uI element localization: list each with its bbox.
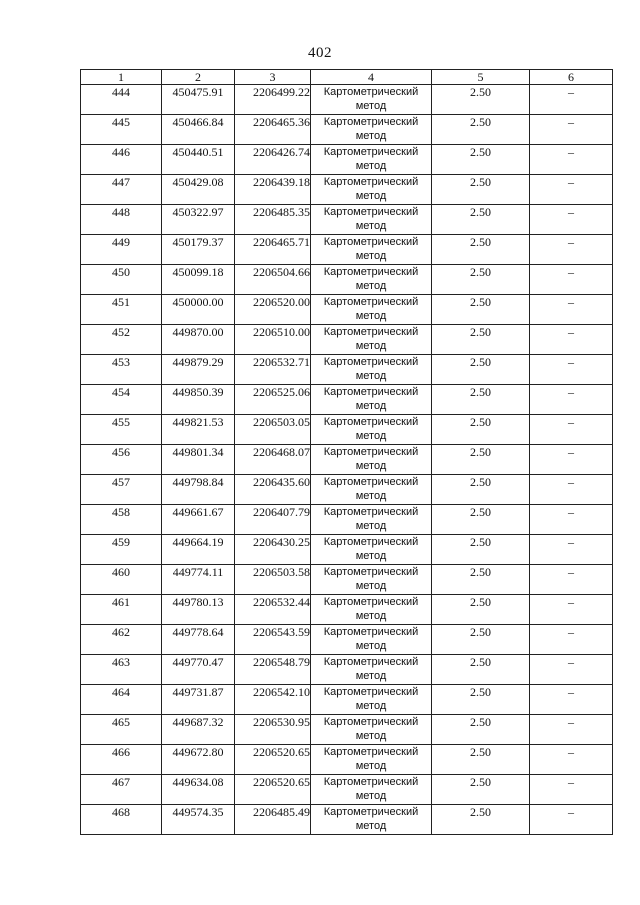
note-cell: – xyxy=(530,205,613,235)
note-cell: – xyxy=(530,715,613,745)
note-cell: – xyxy=(530,745,613,775)
point-number: 449 xyxy=(81,235,162,265)
table-body xyxy=(81,85,613,835)
coordinate-y: 2206520.65 xyxy=(235,775,311,805)
coordinate-y: 2206435.60 xyxy=(235,475,311,505)
note-cell: – xyxy=(530,115,613,145)
error-cell: 2.50 xyxy=(432,265,530,295)
coordinate-y: 2206520.00 xyxy=(235,295,311,325)
point-number: 448 xyxy=(81,205,162,235)
column-header-6: 6 xyxy=(530,70,613,85)
coordinate-y: 2206439.18 xyxy=(235,175,311,205)
coordinate-x: 450322.97 xyxy=(162,205,235,235)
error-cell: 2.50 xyxy=(432,85,530,115)
table-row xyxy=(81,805,613,835)
table-row xyxy=(81,715,613,745)
table-row xyxy=(81,265,613,295)
point-number: 452 xyxy=(81,325,162,355)
point-number: 453 xyxy=(81,355,162,385)
table-row xyxy=(81,175,613,205)
note-cell: – xyxy=(530,625,613,655)
point-number: 444 xyxy=(81,85,162,115)
coordinate-x: 449731.87 xyxy=(162,685,235,715)
method-cell: Картометрический метод xyxy=(311,805,432,835)
table-row xyxy=(81,85,613,115)
coordinate-y: 2206407.79 xyxy=(235,505,311,535)
table-row xyxy=(81,655,613,685)
point-number: 450 xyxy=(81,265,162,295)
coordinate-x: 449778.64 xyxy=(162,625,235,655)
note-cell: – xyxy=(530,295,613,325)
coordinate-y: 2206542.10 xyxy=(235,685,311,715)
method-cell: Картометрический метод xyxy=(311,565,432,595)
coordinate-y: 2206520.65 xyxy=(235,745,311,775)
error-cell: 2.50 xyxy=(432,805,530,835)
method-cell: Картометрический метод xyxy=(311,145,432,175)
note-cell: – xyxy=(530,505,613,535)
coordinate-x: 449672.80 xyxy=(162,745,235,775)
error-cell: 2.50 xyxy=(432,775,530,805)
error-cell: 2.50 xyxy=(432,235,530,265)
note-cell: – xyxy=(530,325,613,355)
point-number: 465 xyxy=(81,715,162,745)
coordinate-x: 450179.37 xyxy=(162,235,235,265)
table-row xyxy=(81,325,613,355)
table-row xyxy=(81,475,613,505)
error-cell: 2.50 xyxy=(432,745,530,775)
point-number: 466 xyxy=(81,745,162,775)
note-cell: – xyxy=(530,535,613,565)
coordinate-y: 2206503.58 xyxy=(235,565,311,595)
coordinate-x: 449801.34 xyxy=(162,445,235,475)
note-cell: – xyxy=(530,385,613,415)
coordinate-x: 449687.32 xyxy=(162,715,235,745)
note-cell: – xyxy=(530,235,613,265)
error-cell: 2.50 xyxy=(432,145,530,175)
method-cell: Картометрический метод xyxy=(311,235,432,265)
coordinate-y: 2206485.35 xyxy=(235,205,311,235)
table-row xyxy=(81,355,613,385)
table-row xyxy=(81,145,613,175)
column-header-1: 1 xyxy=(81,70,162,85)
point-number: 454 xyxy=(81,385,162,415)
table-row xyxy=(81,745,613,775)
note-cell: – xyxy=(530,445,613,475)
table-row xyxy=(81,685,613,715)
method-cell: Картометрический метод xyxy=(311,325,432,355)
note-cell: – xyxy=(530,595,613,625)
method-cell: Картометрический метод xyxy=(311,775,432,805)
method-cell: Картометрический метод xyxy=(311,265,432,295)
column-header-3: 3 xyxy=(235,70,311,85)
note-cell: – xyxy=(530,655,613,685)
error-cell: 2.50 xyxy=(432,295,530,325)
point-number: 456 xyxy=(81,445,162,475)
note-cell: – xyxy=(530,355,613,385)
table-row xyxy=(81,775,613,805)
method-cell: Картометрический метод xyxy=(311,415,432,445)
table-row xyxy=(81,235,613,265)
note-cell: – xyxy=(530,685,613,715)
error-cell: 2.50 xyxy=(432,445,530,475)
note-cell: – xyxy=(530,145,613,175)
coordinate-y: 2206468.07 xyxy=(235,445,311,475)
method-cell: Картометрический метод xyxy=(311,745,432,775)
coordinates-table xyxy=(80,69,613,835)
method-cell: Картометрический метод xyxy=(311,85,432,115)
column-header-2: 2 xyxy=(162,70,235,85)
table-row xyxy=(81,505,613,535)
error-cell: 2.50 xyxy=(432,595,530,625)
coordinate-x: 449850.39 xyxy=(162,385,235,415)
note-cell: – xyxy=(530,475,613,505)
coordinate-x: 449770.47 xyxy=(162,655,235,685)
method-cell: Картометрический метод xyxy=(311,115,432,145)
coordinate-y: 2206530.95 xyxy=(235,715,311,745)
method-cell: Картометрический метод xyxy=(311,475,432,505)
table-row xyxy=(81,385,613,415)
note-cell: – xyxy=(530,85,613,115)
coordinate-y: 2206532.71 xyxy=(235,355,311,385)
method-cell: Картометрический метод xyxy=(311,175,432,205)
coordinate-y: 2206525.06 xyxy=(235,385,311,415)
coordinate-x: 449574.35 xyxy=(162,805,235,835)
error-cell: 2.50 xyxy=(432,565,530,595)
coordinate-x: 449798.84 xyxy=(162,475,235,505)
coordinate-x: 450440.51 xyxy=(162,145,235,175)
error-cell: 2.50 xyxy=(432,535,530,565)
table-row xyxy=(81,295,613,325)
table-row xyxy=(81,415,613,445)
coordinate-x: 450429.08 xyxy=(162,175,235,205)
point-number: 460 xyxy=(81,565,162,595)
method-cell: Картометрический метод xyxy=(311,385,432,415)
column-header-5: 5 xyxy=(432,70,530,85)
method-cell: Картометрический метод xyxy=(311,205,432,235)
note-cell: – xyxy=(530,175,613,205)
coordinate-x: 449870.00 xyxy=(162,325,235,355)
table-row xyxy=(81,565,613,595)
table-row xyxy=(81,535,613,565)
table-row xyxy=(81,205,613,235)
method-cell: Картометрический метод xyxy=(311,595,432,625)
error-cell: 2.50 xyxy=(432,205,530,235)
point-number: 463 xyxy=(81,655,162,685)
method-cell: Картометрический метод xyxy=(311,445,432,475)
point-number: 461 xyxy=(81,595,162,625)
coordinate-y: 2206548.79 xyxy=(235,655,311,685)
coordinate-x: 449634.08 xyxy=(162,775,235,805)
coordinate-y: 2206504.66 xyxy=(235,265,311,295)
method-cell: Картометрический метод xyxy=(311,655,432,685)
method-cell: Картометрический метод xyxy=(311,355,432,385)
point-number: 458 xyxy=(81,505,162,535)
error-cell: 2.50 xyxy=(432,355,530,385)
point-number: 459 xyxy=(81,535,162,565)
table-row xyxy=(81,445,613,475)
coordinate-x: 450000.00 xyxy=(162,295,235,325)
coordinate-y: 2206510.00 xyxy=(235,325,311,355)
error-cell: 2.50 xyxy=(432,325,530,355)
table-row xyxy=(81,625,613,655)
point-number: 467 xyxy=(81,775,162,805)
error-cell: 2.50 xyxy=(432,505,530,535)
point-number: 447 xyxy=(81,175,162,205)
coordinate-y: 2206465.71 xyxy=(235,235,311,265)
error-cell: 2.50 xyxy=(432,715,530,745)
error-cell: 2.50 xyxy=(432,625,530,655)
coordinate-y: 2206485.49 xyxy=(235,805,311,835)
method-cell: Картометрический метод xyxy=(311,535,432,565)
error-cell: 2.50 xyxy=(432,385,530,415)
table-row xyxy=(81,595,613,625)
point-number: 451 xyxy=(81,295,162,325)
coordinate-x: 450466.84 xyxy=(162,115,235,145)
coordinate-x: 449821.53 xyxy=(162,415,235,445)
coordinate-y: 2206430.25 xyxy=(235,535,311,565)
method-cell: Картометрический метод xyxy=(311,715,432,745)
coordinate-y: 2206465.36 xyxy=(235,115,311,145)
coordinate-y: 2206503.05 xyxy=(235,415,311,445)
note-cell: – xyxy=(530,805,613,835)
page-number: 402 xyxy=(308,45,332,61)
point-number: 468 xyxy=(81,805,162,835)
coordinate-x: 450099.18 xyxy=(162,265,235,295)
point-number: 455 xyxy=(81,415,162,445)
error-cell: 2.50 xyxy=(432,175,530,205)
coordinate-x: 449664.19 xyxy=(162,535,235,565)
coordinate-x: 450475.91 xyxy=(162,85,235,115)
note-cell: – xyxy=(530,565,613,595)
coordinate-y: 2206426.74 xyxy=(235,145,311,175)
table-row xyxy=(81,115,613,145)
coordinate-x: 449780.13 xyxy=(162,595,235,625)
coordinate-x: 449774.11 xyxy=(162,565,235,595)
method-cell: Картометрический метод xyxy=(311,295,432,325)
note-cell: – xyxy=(530,775,613,805)
error-cell: 2.50 xyxy=(432,475,530,505)
point-number: 445 xyxy=(81,115,162,145)
error-cell: 2.50 xyxy=(432,655,530,685)
method-cell: Картометрический метод xyxy=(311,685,432,715)
column-header-4: 4 xyxy=(311,70,432,85)
coordinate-x: 449879.29 xyxy=(162,355,235,385)
point-number: 462 xyxy=(81,625,162,655)
coordinate-y: 2206532.44 xyxy=(235,595,311,625)
note-cell: – xyxy=(530,415,613,445)
point-number: 457 xyxy=(81,475,162,505)
point-number: 464 xyxy=(81,685,162,715)
error-cell: 2.50 xyxy=(432,415,530,445)
error-cell: 2.50 xyxy=(432,685,530,715)
method-cell: Картометрический метод xyxy=(311,625,432,655)
point-number: 446 xyxy=(81,145,162,175)
error-cell: 2.50 xyxy=(432,115,530,145)
note-cell: – xyxy=(530,265,613,295)
header-row xyxy=(81,70,613,85)
method-cell: Картометрический метод xyxy=(311,505,432,535)
coordinate-y: 2206499.22 xyxy=(235,85,311,115)
coordinate-y: 2206543.59 xyxy=(235,625,311,655)
coordinate-x: 449661.67 xyxy=(162,505,235,535)
